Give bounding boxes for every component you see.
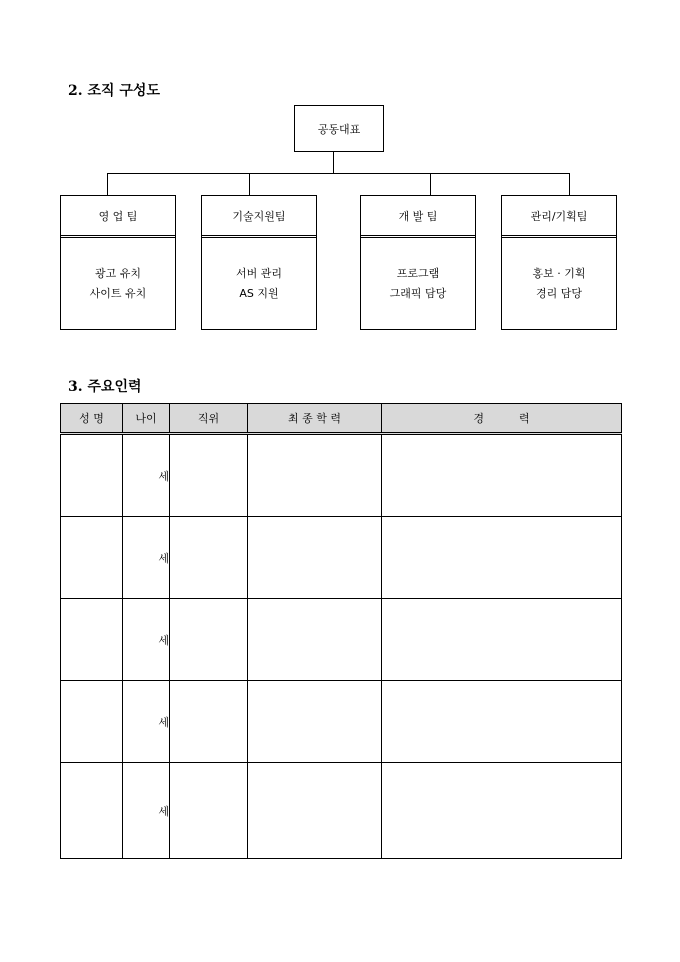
cell-name [61, 434, 123, 517]
ceo-label: 공동대표 [317, 122, 361, 136]
team-duty: 광고 유치 [94, 266, 141, 280]
team-box-admin-planning [501, 195, 617, 330]
team-duty: AS 지원 [239, 286, 279, 300]
cell-name [61, 517, 123, 599]
connector-drop-1 [107, 173, 108, 195]
table-row [61, 434, 622, 517]
table-row [61, 517, 622, 599]
header-education: 최 종 학 력 [248, 404, 382, 434]
cell-age: 세 [123, 681, 170, 763]
table-row [61, 763, 622, 859]
cell-age: 세 [123, 434, 170, 517]
cell-age: 세 [123, 517, 170, 599]
cell-education [248, 599, 382, 681]
team-box-sales [60, 195, 176, 330]
cell-career [382, 517, 622, 599]
team-duty: 사이트 유치 [89, 286, 147, 300]
connector-drop-2 [249, 173, 250, 195]
cell-position [170, 763, 248, 859]
staff-section-title: 3. 주요인력 [68, 379, 142, 395]
header-age: 나이 [123, 404, 170, 434]
connector-drop-4 [569, 173, 570, 195]
team-box-development [360, 195, 476, 330]
cell-position [170, 681, 248, 763]
cell-career [382, 681, 622, 763]
cell-name [61, 599, 123, 681]
staff-table [60, 403, 622, 859]
cell-position [170, 517, 248, 599]
team-duty: 서버 관리 [235, 266, 282, 280]
cell-education [248, 434, 382, 517]
header-position: 직위 [170, 404, 248, 434]
org-chart-title: 2. 조직 구성도 [68, 83, 160, 99]
table-row [61, 681, 622, 763]
team-duty: 프로그램 [396, 266, 440, 280]
connector-drop-3 [430, 173, 431, 195]
team-duty: 경리 담당 [535, 286, 582, 300]
team-box-tech-support [201, 195, 317, 330]
cell-position [170, 599, 248, 681]
cell-name [61, 681, 123, 763]
team-name: 기술지원팀 [202, 196, 316, 238]
connector-horizontal [107, 173, 570, 174]
header-name: 성 명 [61, 404, 123, 434]
team-name: 관리/기획팀 [502, 196, 616, 238]
cell-education [248, 763, 382, 859]
header-career: 경 력 [382, 404, 622, 434]
table-row [61, 599, 622, 681]
team-duty: 홍보 · 기획 [532, 266, 586, 280]
cell-age: 세 [123, 599, 170, 681]
connector-vertical-main [333, 152, 334, 173]
team-name: 개 발 팀 [361, 196, 475, 238]
cell-education [248, 517, 382, 599]
cell-position [170, 434, 248, 517]
cell-education [248, 681, 382, 763]
cell-name [61, 763, 123, 859]
ceo-box [294, 105, 384, 152]
cell-career [382, 599, 622, 681]
table-header-row [61, 404, 622, 434]
cell-career [382, 763, 622, 859]
team-duty: 그래픽 담당 [389, 286, 447, 300]
cell-age: 세 [123, 763, 170, 859]
cell-career [382, 434, 622, 517]
team-name: 영 업 팀 [61, 196, 175, 238]
